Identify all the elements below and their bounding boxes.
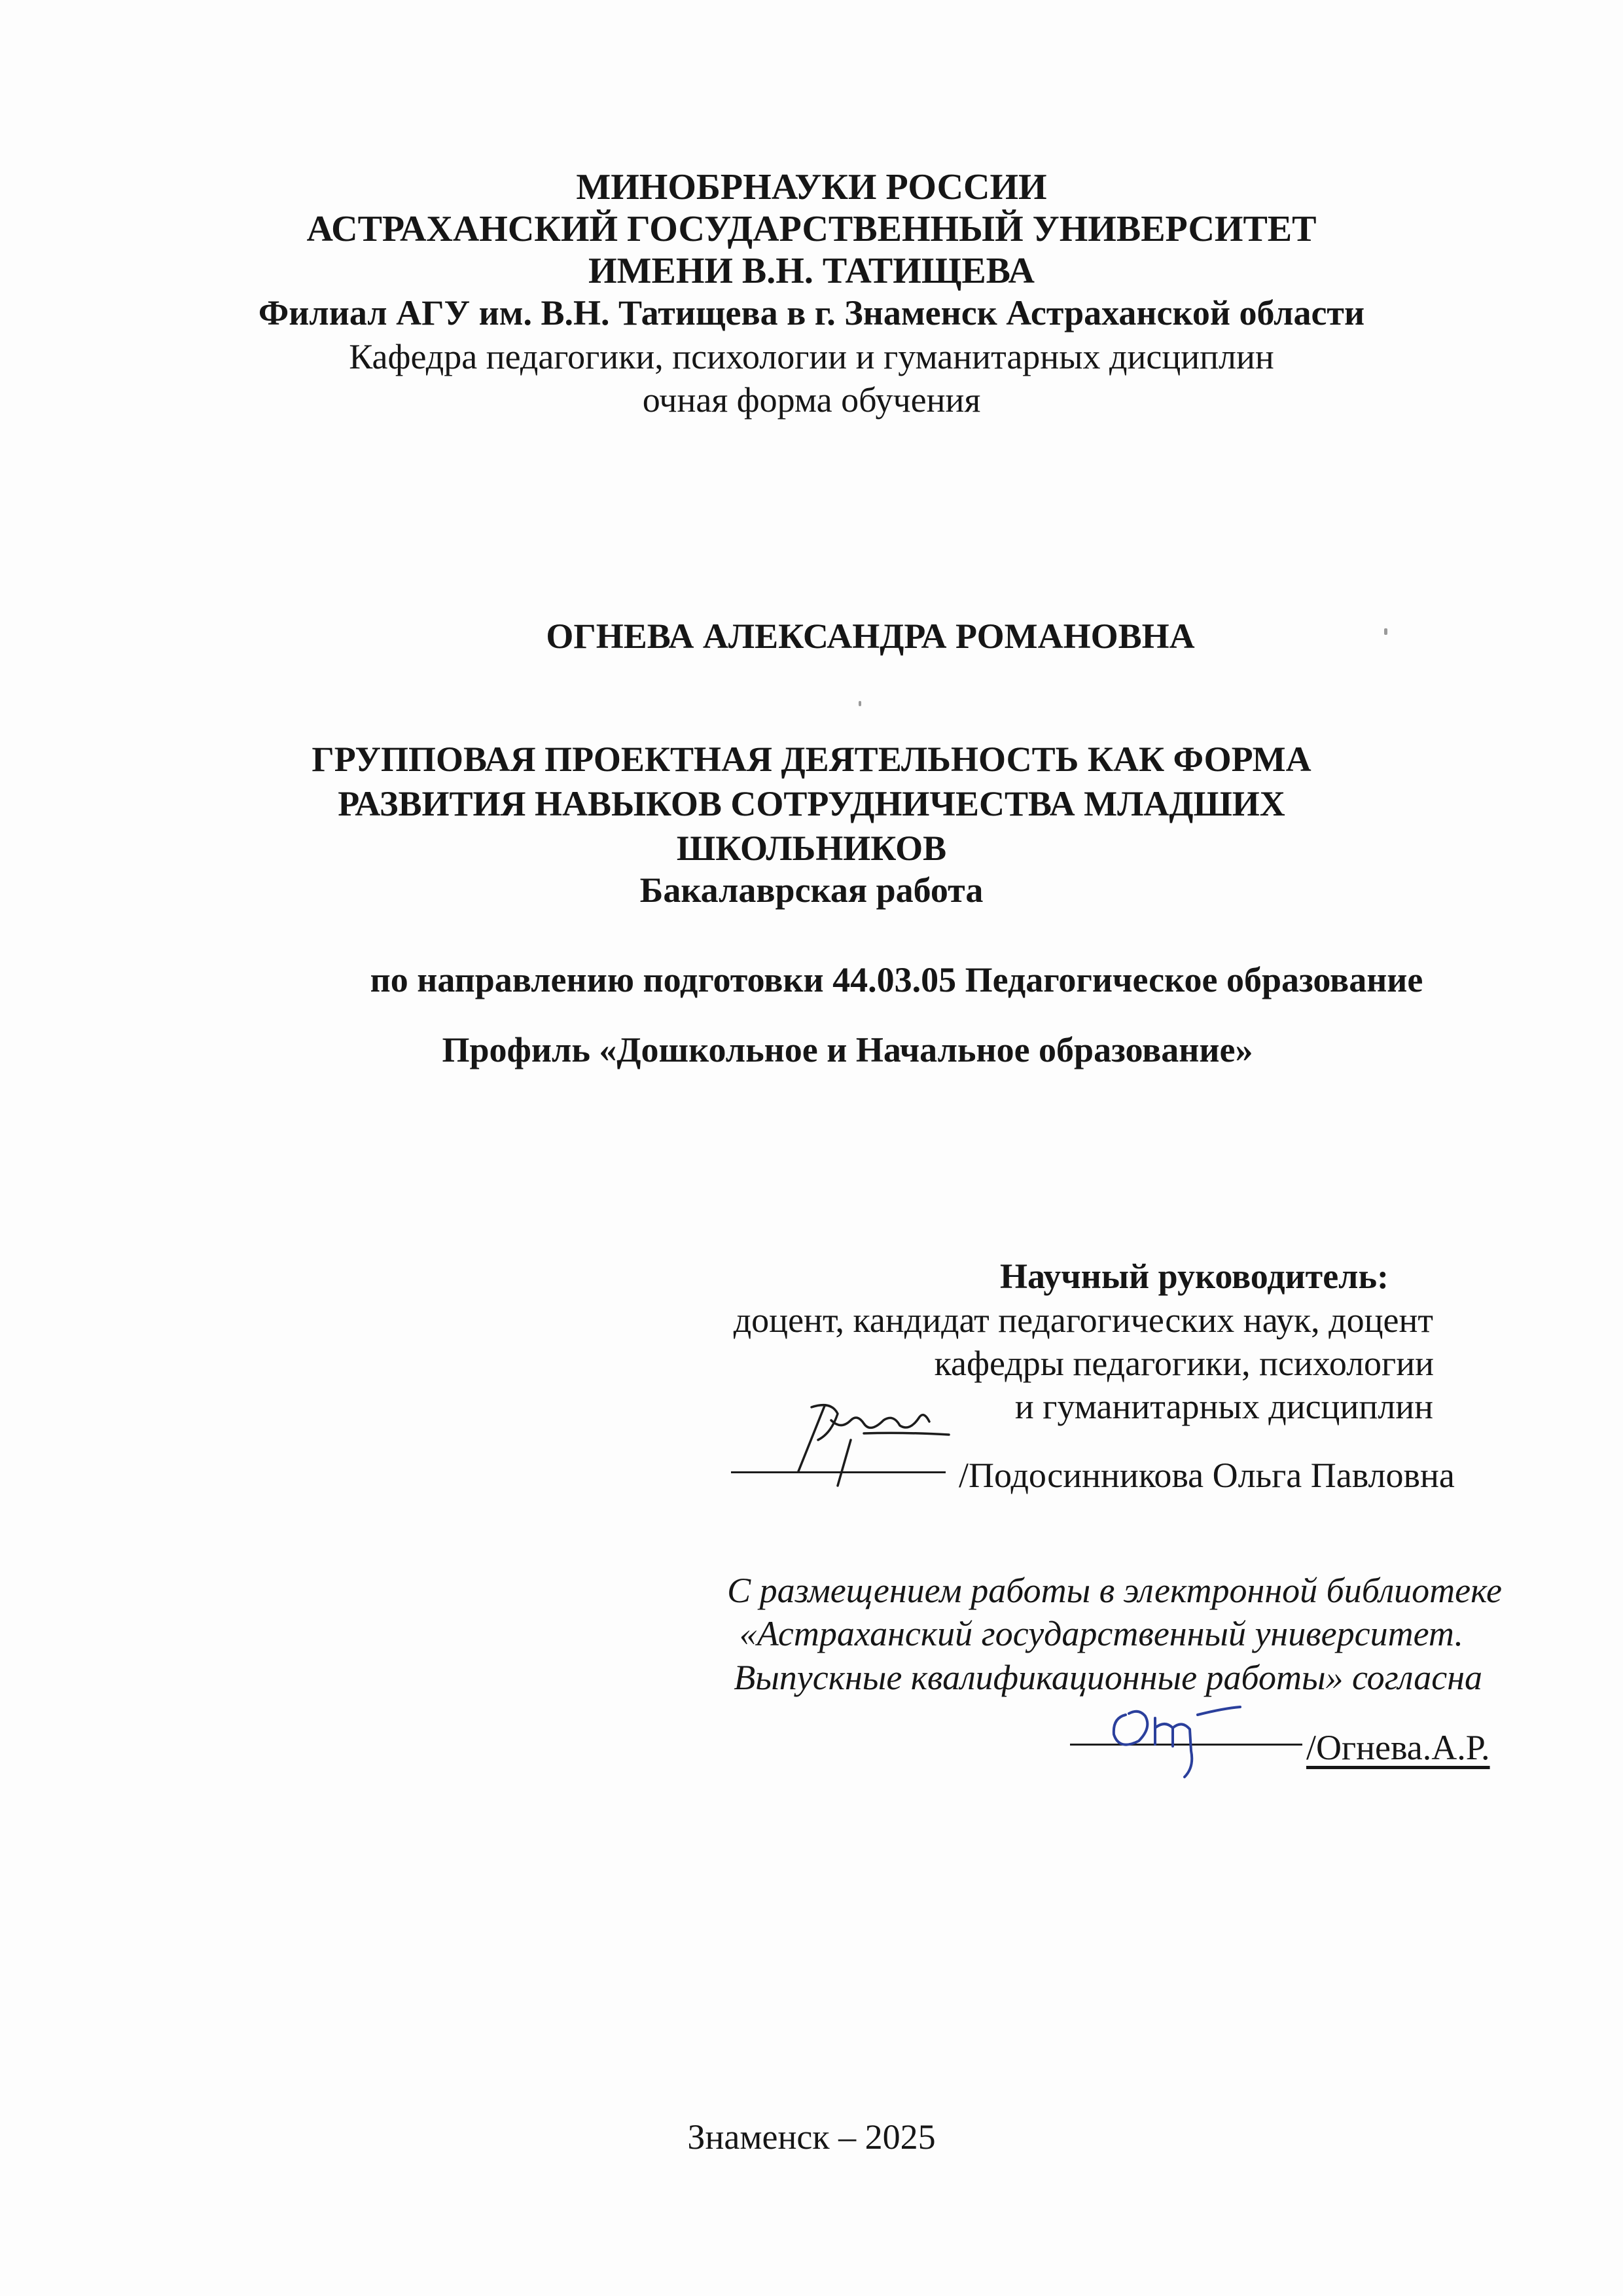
author-short-name: /Огнева.А.Р. [1306,1728,1490,1767]
author-name: ОГНЕВА АЛЕКСАНДРА РОМАНОВНА [546,617,1195,656]
ministry-heading: МИНОБРНАУКИ РОССИИ [576,167,1047,207]
supervisor-position-line-2: кафедры педагогики, психологии [934,1344,1434,1383]
university-heading: АСТРАХАНСКИЙ ГОСУДАРСТВЕННЫЙ УНИВЕРСИТЕТ [306,209,1317,249]
scan-speck [859,701,861,706]
scan-speck [1384,628,1387,635]
consent-line-3: Выпускные квалификационные работы» согласна [734,1658,1482,1697]
study-form-line: очная форма обучения [642,380,981,420]
thesis-title-line-2: РАЗВИТИЯ НАВЫКОВ СОТРУДНИЧЕСТВА МЛАДШИХ [338,784,1285,823]
work-type: Бакалаврская работа [639,870,984,910]
supervisor-signature [753,1394,962,1492]
city-year: Знаменск – 2025 [687,2117,936,2157]
consent-line-2: «Астраханский государственный университет. [739,1614,1463,1653]
profile-line: Профиль «Дошкольное и Начальное образование» [442,1030,1253,1069]
direction-line: по направлению подготовки 44.03.05 Педагогическое образование [370,960,1423,999]
supervisor-name: /Подосинникова Ольга Павловна [959,1456,1455,1495]
thesis-title-line-3: ШКОЛЬНИКОВ [676,829,947,868]
supervisor-heading: Научный руководитель: [1000,1257,1389,1296]
university-name-heading: ИМЕНИ В.Н. ТАТИЩЕВА [588,251,1035,291]
supervisor-position-line-1: доцент, кандидат педагогических наук, доцент [733,1300,1433,1340]
branch-heading: Филиал АГУ им. В.Н. Татищева в г. Знаменск Астраханской области [258,293,1365,332]
author-signature [1099,1689,1270,1780]
thesis-title-line-1: ГРУППОВАЯ ПРОЕКТНАЯ ДЕЯТЕЛЬНОСТЬ КАК ФОРМА [312,740,1311,779]
department-line: Кафедра педагогики, психологии и гуманитарных дисциплин [349,337,1274,376]
consent-line-1: С размещением работы в электронной библиотеке [727,1571,1502,1610]
supervisor-position-line-3: и гуманитарных дисциплин [1014,1387,1433,1426]
